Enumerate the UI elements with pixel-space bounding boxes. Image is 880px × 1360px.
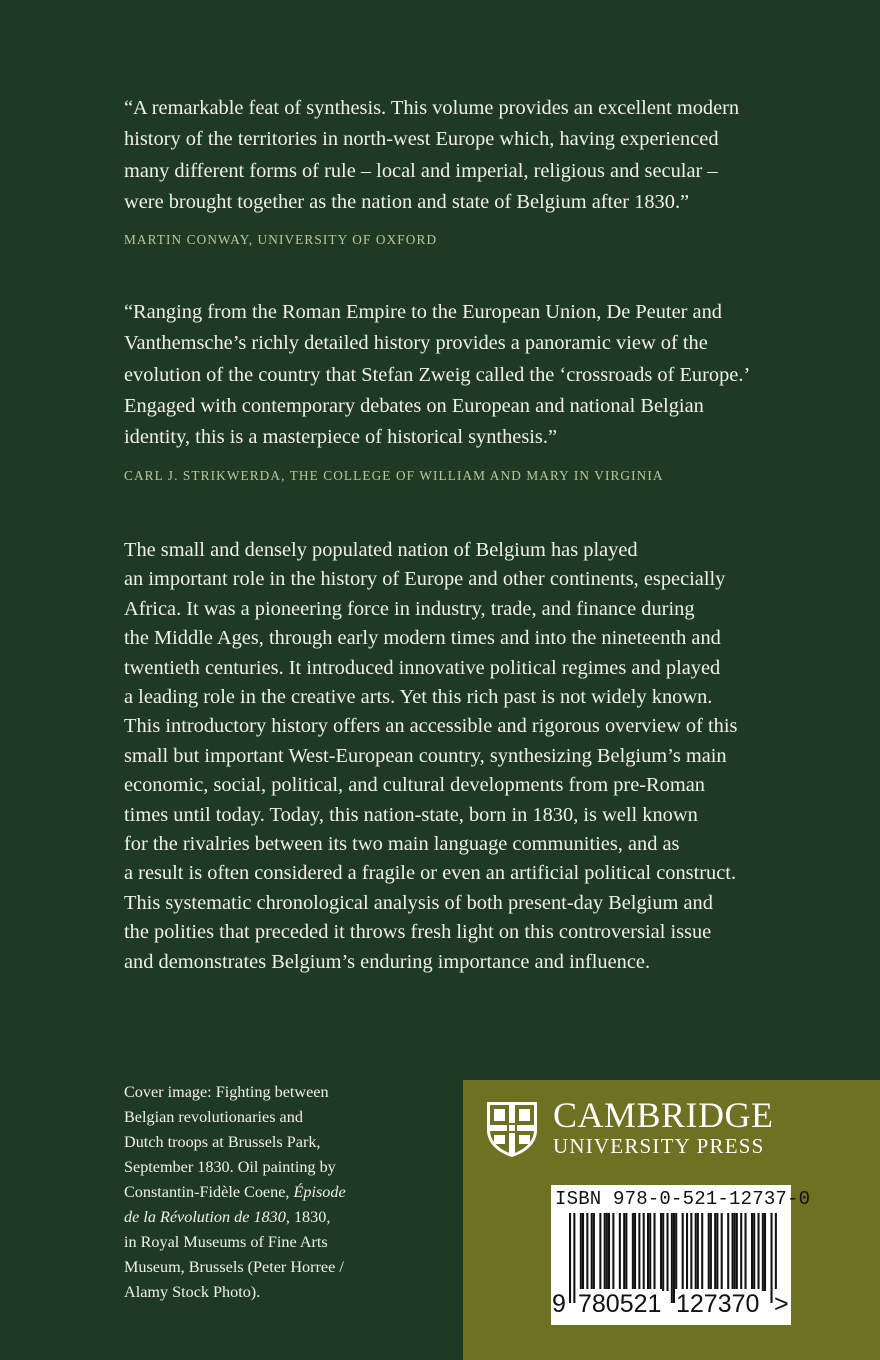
quote-line: Vanthemsche’s richly detailed history provides a panoramic view of the — [124, 332, 708, 355]
barcode-bar — [612, 1213, 614, 1291]
quote-line: identity, this is a masterpiece of historical synthesis.” — [124, 426, 558, 449]
cover-image-credit — [124, 1080, 424, 1305]
barcode-digit-first: 9 — [552, 1290, 566, 1318]
barcode-bar — [727, 1213, 729, 1291]
credit-line: Alamy Stock Photo). — [124, 1283, 261, 1301]
credit-line: Museum, Brussels (Peter Horree / — [124, 1258, 344, 1276]
quote-line: history of the territories in north-west Europe which, having experienced — [124, 128, 719, 151]
description-line: The small and densely populated nation of Belgium has played — [124, 539, 638, 561]
description-line: Africa. It was a pioneering force in industry, trade, and finance during — [124, 597, 695, 620]
quote-line: Engaged with contemporary debates on European and national Belgian — [124, 394, 704, 417]
barcode-bar — [632, 1213, 634, 1291]
barcode-bar — [753, 1213, 755, 1291]
description-line: a result is often considered a fragile or even an artificial political construct. — [124, 862, 737, 885]
barcode-bar — [606, 1213, 608, 1291]
review-attribution-2: CARL J. STRIKWERDA, THE COLLEGE OF WILLIAM AND MARY IN VIRGINIA — [124, 468, 664, 483]
barcode-bar — [580, 1213, 582, 1291]
credit-line: Cover image: Fighting between — [124, 1083, 329, 1101]
barcode-bar — [619, 1213, 621, 1291]
credit-text: Constantin-Fidèle Coene, — [124, 1183, 290, 1201]
barcode-bar — [721, 1213, 723, 1291]
quote-line: “A remarkable feat of synthesis. This volume provides an excellent modern — [124, 97, 740, 119]
barcode-bar — [569, 1213, 571, 1303]
barcode-digit-end: > — [774, 1290, 789, 1318]
barcode-bar — [573, 1213, 575, 1303]
credit-line: Dutch troops at Brussels Park, — [124, 1133, 321, 1151]
review-quote-1 — [124, 93, 796, 218]
description-line: an important role in the history of Europe and other continents, especially — [124, 568, 726, 591]
description-line: and demonstrates Belgium’s enduring importance and influence. — [124, 950, 651, 973]
barcode-bar — [682, 1213, 684, 1291]
barcode-bar — [643, 1213, 645, 1291]
barcode-bar — [701, 1213, 703, 1291]
barcode-bar — [690, 1213, 692, 1291]
barcode-bar — [582, 1213, 584, 1291]
book-description — [124, 536, 804, 977]
quote-line: many different forms of rule – local and imperial, religious and secular – — [124, 159, 718, 182]
description-line: small but important West-European country, synthesizing Belgium’s main — [124, 744, 727, 767]
barcode-digit-group2: 127370 — [676, 1290, 760, 1318]
barcode-bar — [734, 1213, 736, 1291]
barcode-bar — [762, 1213, 764, 1291]
barcode-bar — [649, 1213, 651, 1291]
barcode-bar — [647, 1213, 649, 1291]
quote-line: evolution of the country that Stefan Zweig called the ‘crossroads of Europe.’ — [124, 363, 751, 386]
barcode-bar — [604, 1213, 606, 1291]
barcode-bar — [740, 1213, 742, 1291]
publisher-name-line2: UNIVERSITY PRESS — [553, 1134, 765, 1158]
barcode-bar — [667, 1213, 669, 1291]
description-line: twentieth centuries. It introduced innovative political regimes and played — [124, 656, 721, 679]
barcode-bar — [710, 1213, 712, 1291]
barcode-bar — [599, 1213, 601, 1291]
credit-line: September 1830. Oil painting by — [124, 1158, 336, 1176]
barcode-bar — [593, 1213, 595, 1291]
barcode-bar — [634, 1213, 636, 1291]
barcode-bar — [764, 1213, 766, 1291]
barcode-bar — [714, 1213, 716, 1291]
review-attribution-1: MARTIN CONWAY, UNIVERSITY OF OXFORD — [124, 232, 438, 247]
barcode-bar — [732, 1213, 734, 1291]
barcode-bar — [695, 1213, 697, 1291]
barcode-bar — [716, 1213, 718, 1291]
barcode-bar — [708, 1213, 710, 1291]
barcode-bar — [638, 1213, 640, 1291]
barcode-bar — [623, 1213, 625, 1291]
description-line: for the rivalries between its two main language communities, and as — [124, 833, 680, 856]
quote-line: were brought together as the nation and state of Belgium after 1830.” — [124, 190, 690, 213]
cambridge-shield-icon — [485, 1100, 539, 1158]
description-line: times until today. Today, this nation-state, born in 1830, is well known — [124, 803, 698, 826]
barcode-bar — [671, 1213, 673, 1303]
credit-line: in Royal Museums of Fine Arts — [124, 1233, 328, 1251]
barcode-bar — [591, 1213, 593, 1291]
painting-title: de la Révolution de 1830 — [124, 1208, 286, 1226]
publisher-panel — [463, 1080, 880, 1360]
barcode-digit-group1: 780521 — [578, 1290, 662, 1318]
barcode-bar — [758, 1213, 760, 1291]
barcode-bar — [736, 1213, 738, 1291]
barcode-bar — [654, 1213, 656, 1291]
description-line: This introductory history offers an accessible and rigorous overview of this — [124, 715, 738, 738]
barcode-bar — [697, 1213, 699, 1291]
credit-text: , 1830, — [285, 1208, 331, 1226]
barcode-bar — [625, 1213, 627, 1291]
publisher-name-line1: CAMBRIDGE — [553, 1095, 774, 1135]
publisher-name — [553, 1096, 774, 1158]
description-line: a leading role in the creative arts. Yet this rich past is not widely known. — [124, 686, 713, 709]
credit-line: Belgian revolutionaries and — [124, 1108, 303, 1126]
description-line: the polities that preceded it throws fresh light on this controversial issue — [124, 921, 712, 944]
barcode-bar — [662, 1213, 664, 1291]
barcode-bar — [608, 1213, 610, 1291]
barcode-bar — [751, 1213, 753, 1291]
description-line: This systematic chronological analysis of both present-day Belgium and — [124, 891, 713, 914]
barcode-bar — [686, 1213, 688, 1291]
quote-line: “Ranging from the Roman Empire to the European Union, De Peuter and — [124, 301, 722, 323]
isbn-label: ISBN 978-0-521-12737-0 — [555, 1188, 811, 1210]
barcode-bar — [745, 1213, 747, 1291]
credit-line — [124, 1205, 424, 1230]
description-line: economic, social, political, and cultural developments from pre-Roman — [124, 774, 705, 797]
credit-line — [124, 1180, 424, 1205]
description-line: the Middle Ages, through early modern times and into the nineteenth and — [124, 627, 721, 650]
painting-title: Épisode — [293, 1183, 346, 1201]
barcode-bar — [660, 1213, 662, 1291]
barcode-bar — [586, 1213, 588, 1291]
review-quote-2 — [124, 297, 796, 453]
isbn-barcode — [551, 1185, 811, 1325]
